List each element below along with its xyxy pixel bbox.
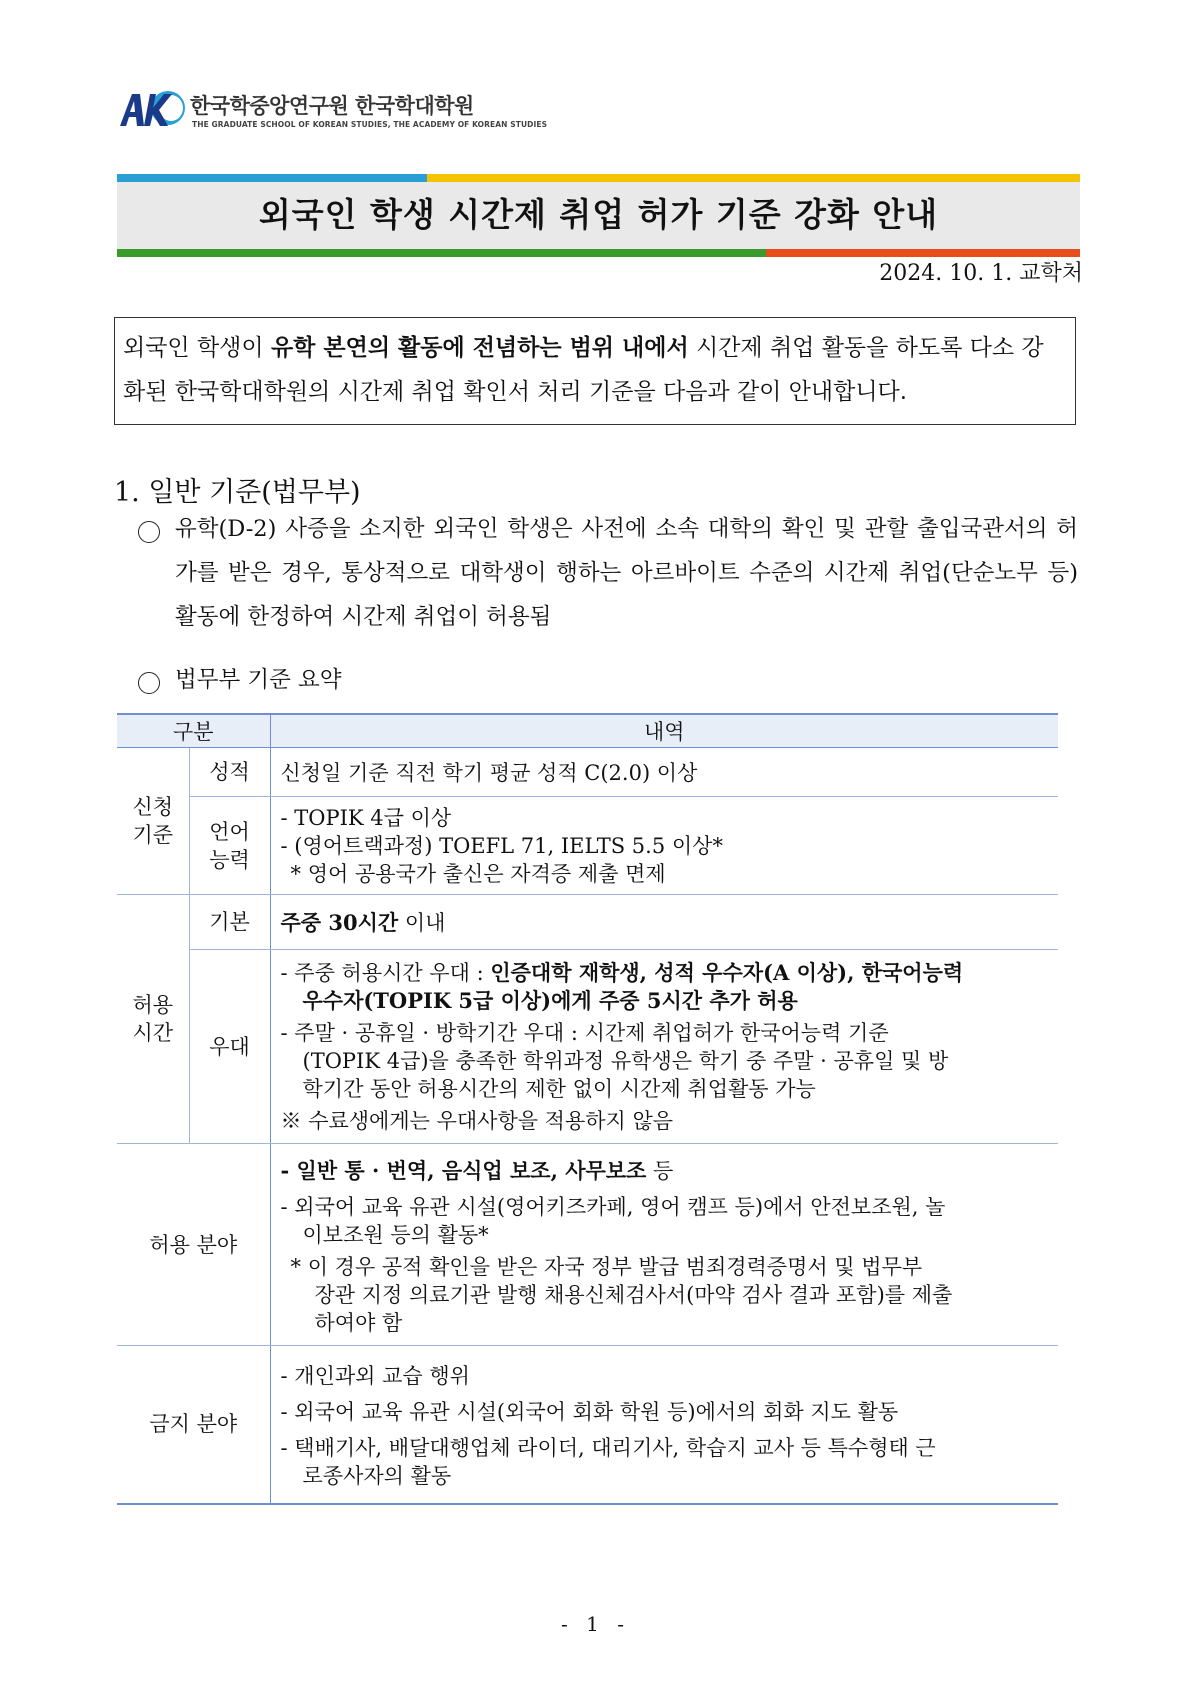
label-grade: 성적: [189, 748, 270, 797]
label-basic: 기본: [189, 895, 270, 950]
institution-logo: [118, 86, 548, 136]
allowed-note: 하여야 함: [314, 1310, 403, 1335]
banned-line: 로종사자의 활동: [302, 1464, 452, 1489]
allowed-line: - 외국어 교육 유관 시설(영어키즈카페, 영어 캠프 등)에서 안전보조원, 놀: [280, 1194, 946, 1219]
preference-details: [270, 950, 1058, 1144]
banned-line: - 외국어 교육 유관 시설(외국어 회화 학원 등)에서의 회화 지도 활동: [280, 1400, 899, 1425]
banned-fields-details: [270, 1346, 1058, 1504]
title-bottom-bar-green: [117, 249, 766, 257]
table-row: [117, 748, 1058, 797]
notice-text-1: 외국인 학생이: [123, 335, 271, 361]
table-row: [117, 1144, 1058, 1346]
allowed-line: [281, 1153, 1049, 1189]
basic-hours-emphasis: 주중 30시간: [280, 910, 399, 935]
preference-line: (TOPIK 4급)을 충족한 학위과정 유학생은 학기 중 주말 · 공휴일 및 방: [302, 1048, 949, 1073]
banned-line: - 개인과외 교습 행위: [280, 1364, 470, 1389]
circle-bullet-icon: [138, 672, 160, 694]
label-language: 언어 능력: [189, 797, 270, 895]
language-note: * 영어 공용국가 출신은 자격증 제출 면제: [290, 861, 666, 886]
table-row: [117, 895, 1058, 950]
preference-line: - 주말 · 공휴일 · 방학기간 우대 : 시간제 취업허가 한국어능력 기준: [280, 1020, 889, 1045]
bullet-item: [138, 666, 1078, 702]
title-top-bar-blue: [117, 174, 427, 182]
circle-bullet-icon: [138, 521, 160, 543]
page-number: - 1 -: [561, 1612, 630, 1636]
allowed-line: 이보조원 등의 활동*: [302, 1222, 489, 1247]
language-line: - TOPIK 4급 이상: [280, 805, 452, 830]
notice-text-2: 시간제 취업 활동을 하도록 다소 강화된 한국학대학원의 시간제 취업 확인서 처리 기준을 다음과 같이 안내합니다.: [123, 335, 1044, 405]
language-criteria: [270, 797, 1058, 895]
basic-hours-rest: 이내: [398, 911, 446, 935]
org-name-english: THE GRADUATE SCHOOL OF KOREAN STUDIES, THE ACADEMY OF KOREAN STUDIES: [192, 120, 548, 129]
allowed-note: * 이 경우 공적 확인을 받은 자국 정부 발급 범죄경력증명서 및 법무부: [290, 1254, 923, 1279]
title-top-bar-yellow: [427, 174, 1080, 182]
document-title: 외국인 학생 시간제 취업 허가 기준 강화 안내: [258, 195, 939, 234]
language-line: - (영어트랙과정) TOEFL 71, IELTS 5.5 이상*: [280, 833, 723, 858]
aks-logo-icon: [118, 86, 190, 132]
label-banned-fields: 금지 분야: [117, 1346, 270, 1504]
preference-emphasis: 인증대학 재학생, 성적 우수자(A 이상), 한국어능력: [490, 959, 964, 985]
group-apply-criteria: 신청 기준: [117, 748, 189, 895]
title-box: [117, 182, 1080, 249]
preference-lead: - 주중 허용시간 우대 :: [280, 960, 491, 985]
notice-emphasis: 유학 본연의 활동에 전념하는 범위 내에서: [270, 335, 689, 361]
group-allowed-hours: 허용 시간: [117, 895, 189, 1144]
title-band: [117, 174, 1080, 258]
table-header-row: [117, 714, 1058, 748]
bullet-text: 법무부 기준 요약: [175, 667, 342, 693]
header-details: 내역: [270, 714, 1058, 748]
allowed-note: 장관 지정 의료기관 발행 채용신체검사서(마약 검사 결과 포함)를 제출: [314, 1282, 953, 1307]
preference-line: 학기간 동안 허용시간의 제한 없이 시간제 취업활동 가능: [302, 1076, 816, 1101]
section-heading: 1. 일반 기준(법무부): [114, 477, 361, 508]
preference-emphasis: 우수자(TOPIK 5급 이상)에게 주중 5시간 추가 허용: [302, 987, 798, 1013]
allowed-rest: 등: [646, 1158, 674, 1183]
table-row: [117, 797, 1058, 895]
preference-note: ※ 수료생에게는 우대사항을 적용하지 않음: [280, 1108, 674, 1133]
criteria-table: [117, 713, 1058, 1505]
org-name: 한국학중앙연구원 한국학대학원: [190, 94, 474, 118]
table-row: [117, 950, 1058, 1144]
bullet-item: [138, 515, 1078, 639]
allowed-emphasis: - 일반 통 · 번역, 음식업 보조, 사무보조: [280, 1157, 647, 1183]
issue-date: 2024. 10. 1. 교학처: [879, 261, 1083, 286]
bullet-text: 유학(D-2) 사증을 소지한 외국인 학생은 사전에 소속 대학의 확인 및 관할 출입국관서의 허가를 받은 경우, 통상적으로 대학생이 행하는 아르바이트 수준의 시간제 취업(단순노무 등) 활동에 한정하여 시간제 취업이 허용됨: [175, 516, 1078, 630]
label-allowed-fields: 허용 분야: [117, 1144, 270, 1346]
basic-hours: [270, 895, 1058, 950]
preference-line: [281, 987, 1049, 1015]
banned-line: - 택배기사, 배달대행업체 라이더, 대리기사, 학습지 교사 등 특수형태 근: [280, 1436, 936, 1461]
header-category: 구분: [117, 714, 270, 748]
allowed-fields-details: [270, 1144, 1058, 1346]
notice-box: [114, 317, 1076, 425]
preference-line: [281, 959, 1049, 987]
label-preference: 우대: [189, 950, 270, 1144]
grade-criteria: 신청일 기준 직전 학기 평균 성적 C(2.0) 이상: [270, 748, 1058, 797]
table-row: [117, 1346, 1058, 1504]
